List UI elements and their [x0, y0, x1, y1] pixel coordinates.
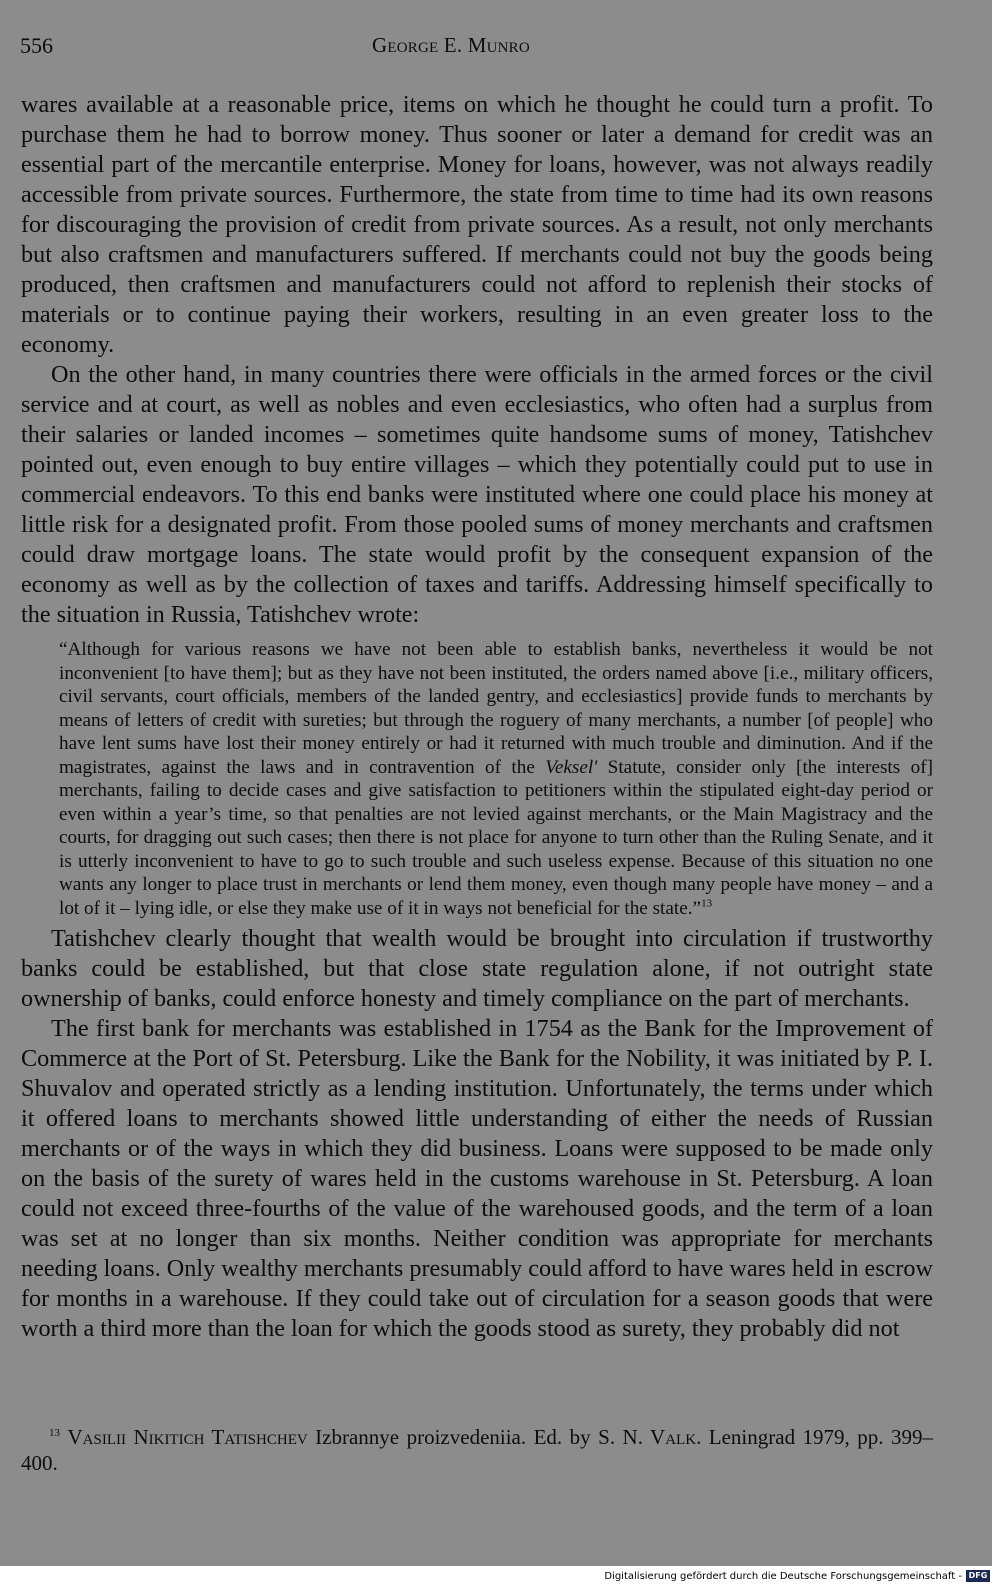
quote-text-part-2: Statute, consider only [the interests of] merchants, failing to decide cases and give satisfaction to petitioners within the stipulated eight-day period or even within a year’s time, so that penalties are not levied against merchants, or the Main Magistracy and the courts, for dragging out such cases; then there is not place for anyone to turn other than the Ruling Senate, and it is utterly inconvenient to have to go to such trouble and such useless expense. Because of this situation no one wants any longer to place trust in merchants or lend them money, even though many people have money – and a lot of it – lying idle, or else they make use of it in ways not beneficial for the state.”	[59, 756, 933, 919]
paragraph-3: Tatishchev clearly thought that wealth would be brought into circulation if trustworthy banks could be established, but that close state regulation alone, if not outright state ownership of banks, could enforce honesty and timely compliance on the part of merchants.	[21, 925, 933, 1012]
credit-text: Digitalisierung gefördert durch die Deutsche Forschungsgemeinschaft -	[604, 1570, 962, 1582]
dfg-logo-icon: DFG	[966, 1570, 990, 1582]
paragraph-2: On the other hand, in many countries there were officials in the armed forces or the civil service and at court, as well as nobles and even ecclesiastics, who often had a surplus from their salaries or landed incomes – sometimes quite handsome sums of money, Tatishchev pointed out, even enough to buy entire villages – which they potentially could put to use in commercial endeavors. To this end banks were instituted where one could place his money at little risk for a designated profit. From those pooled sums of money merchants and craftsmen could draw mortgage loans. The state would profit by the consequent expansion of the economy as well as by the collection of taxes and tariffs. Addressing himself specifically to the situation in Russia, Tatishchev wrote:	[21, 361, 933, 628]
footnote-title: Izbrannye proizvedeniia. Ed. by	[307, 1425, 599, 1449]
paragraph-1: wares available at a reasonable price, items on which he thought he could turn a profit. To purchase them he had to borrow money. Thus sooner or later a demand for credit was an essential part of the mercantile enterprise. Money for loans, however, was not always readily accessible from private sources. Furthermore, the state from time to time had its own reasons for discouraging the provision of credit from private sources. As a result, not only merchants but also craftsmen and manufacturers suffered. If merchants could not buy the goods being produced, then craftsmen and manufacturers could not afford to replenish their stocks of materials or to continue paying their workers, resulting in an even greater loss to the economy.	[21, 91, 933, 358]
footnote-publication: . Leningrad 1979, pp. 399–400.	[21, 1425, 934, 1475]
footnote	[21, 1424, 933, 1476]
footnote-author: Vasilii Nikitich Tatishchev	[67, 1425, 308, 1449]
footnote-editor: S. N. Valk	[598, 1425, 697, 1449]
body-text	[21, 90, 933, 1344]
running-head: George E. Munro	[372, 33, 530, 57]
paragraph-4: The first bank for merchants was established in 1754 as the Bank for the Improvement of Commerce at the Port of St. Petersburg. Like the Bank for the Nobility, it was initiated by P. I. Shuvalov and operated strictly as a lending institution. Unfortunately, the terms under which it offered loans to merchants showed little understanding of either the needs of Russian merchants or of the ways in which they did business. Loans were supposed to be made only on the basis of the surety of wares held in the customs warehouse in St. Petersburg. A loan could not exceed three-fourths of the value of the warehoused goods, and the term of a loan was set at no longer than six months. Neither condition was appropriate for merchants needing loans. Only wealthy merchants presumably could afford to have wares held in escrow for months in a warehouse. If they could take out of circulation for a season goods that were worth a third more than the loan for which the goods stood as surety, they probably did not	[21, 1015, 933, 1342]
digitization-credit	[604, 1568, 990, 1584]
block-quote	[59, 638, 933, 920]
page-header	[20, 33, 932, 67]
page-number: 556	[20, 33, 53, 58]
quote-text-part-1: “Although for various reasons we have not been able to establish banks, nevertheless it would be not inconvenient [to have them]; but as they have not been instituted, the orders named above [i.e., military officers, civil servants, court officials, members of the landed gentry, and ecclesiastics] provide funds to merchants by means of letters of credit with sureties; but through the roguery of many merchants, a number [of people] who have lent sums have lost their money entirely or had it returned with much trouble and diminution. And if the magistrates, against the laws and in contravention of the	[59, 639, 933, 778]
quote-italic-term: Veksel'	[545, 756, 598, 778]
footnote-number: 13	[49, 1427, 60, 1439]
footnote-reference: 13	[701, 897, 713, 910]
